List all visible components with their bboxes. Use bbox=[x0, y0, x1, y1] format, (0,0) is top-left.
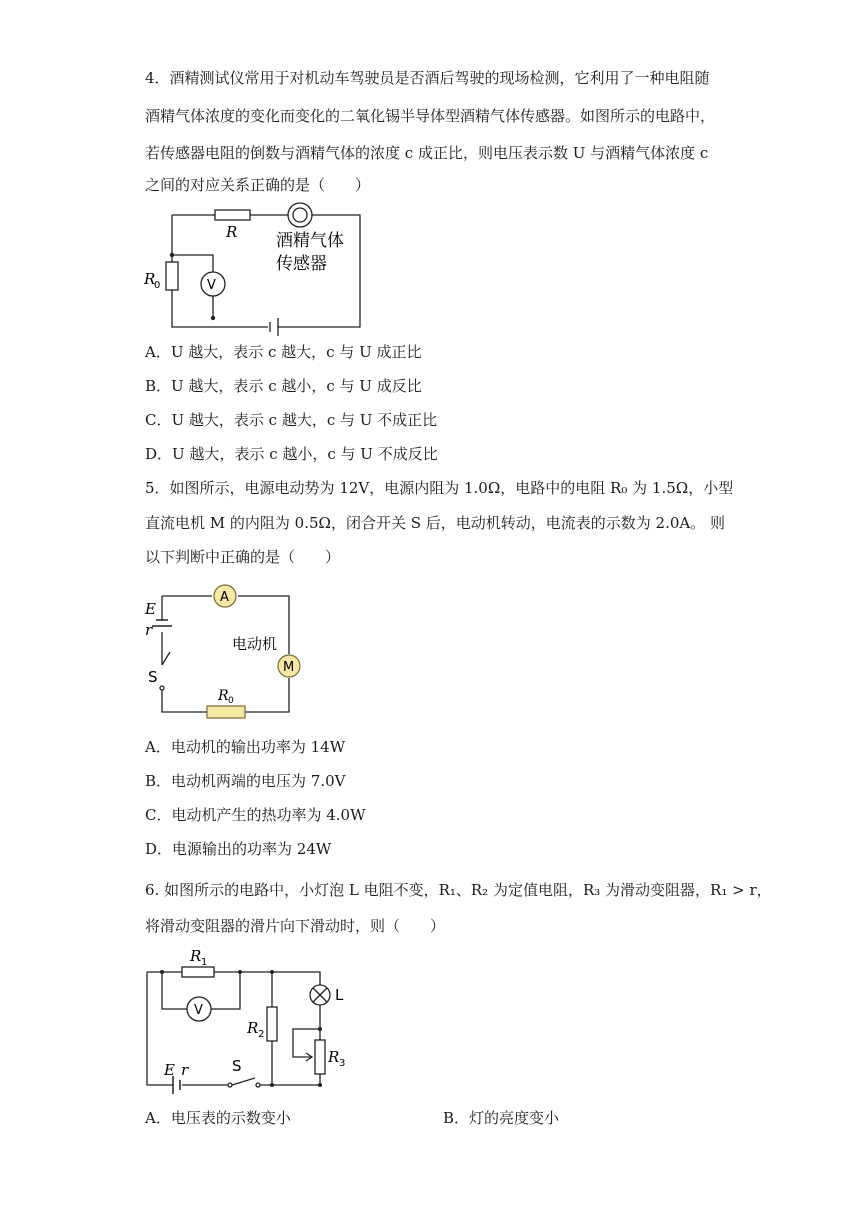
q4-label-r: R bbox=[226, 223, 238, 241]
q5-label-r: r bbox=[145, 621, 153, 639]
q6-option-b: B．灯的亮度变小 bbox=[443, 1109, 560, 1127]
q5-option-c: C．电动机产生的热功率为 4.0W bbox=[145, 806, 366, 824]
q4-sensor-line-2: 传感器 bbox=[276, 254, 327, 274]
q5-option-d: D．电源输出的功率为 24W bbox=[145, 840, 332, 858]
q5-circuit-diagram bbox=[140, 580, 310, 725]
q6-label-l: L bbox=[335, 986, 344, 1004]
q4-line-3: 若传感器电阻的倒数与酒精气体的浓度 c 成正比，则电压表示数 U 与酒精气体浓度 c bbox=[145, 144, 709, 162]
q4-option-d: D．U 越大，表示 c 越小，c 与 U 不成反比 bbox=[145, 445, 438, 463]
q4-label-r0: R bbox=[144, 270, 156, 288]
q6-label-r3: R bbox=[328, 1048, 340, 1066]
q4-circuit-diagram bbox=[140, 200, 380, 330]
q6-label-r2: R bbox=[247, 1019, 259, 1037]
q5-label-r0-sub: 0 bbox=[228, 696, 234, 706]
q4-option-c: C．U 越大，表示 c 越大，c 与 U 不成正比 bbox=[145, 411, 438, 429]
q4-line-2: 酒精气体浓度的变化而变化的二氧化锡半导体型酒精气体传感器。如图所示的电路中， bbox=[145, 107, 716, 125]
q6-label-e: E bbox=[164, 1061, 175, 1079]
q5-ammeter-label: A bbox=[220, 590, 229, 605]
q5-motor-text: 电动机 bbox=[232, 635, 278, 653]
q5-line-3: 以下判断中正确的是（ ） bbox=[145, 548, 341, 566]
q5-line-2: 直流电机 M 的内阻为 0.5Ω，闭合开关 S 后，电动机转动，电流表的示数为 2.0A。 则 bbox=[145, 514, 725, 532]
q5-option-b: B．电动机两端的电压为 7.0V bbox=[145, 772, 346, 790]
q5-line-1: 5．如图所示，电源电动势为 12V，电源内阻为 1.0Ω，电路中的电阻 R₀ 为 1.5Ω，小型 bbox=[145, 479, 734, 497]
q5-label-s: S bbox=[148, 668, 158, 686]
q6-label-r-internal: r bbox=[181, 1061, 189, 1079]
q6-circuit-diagram bbox=[140, 945, 360, 1095]
q6-voltmeter-label: V bbox=[194, 1003, 203, 1018]
q4-option-b: B．U 越大，表示 c 越小，c 与 U 成反比 bbox=[145, 377, 422, 395]
q4-line-1: 4．酒精测试仪常用于对机动车驾驶员是否酒后驾驶的现场检测，它利用了一种电阻随 bbox=[145, 69, 710, 87]
q5-label-e: E bbox=[145, 600, 156, 618]
q6-line-1: 6. 如图所示的电路中，小灯泡 L 电阻不变，R₁、R₂ 为定值电阻，R₃ 为滑动变阻器，R₁ > r， bbox=[145, 881, 772, 899]
q6-label-r2-sub: 2 bbox=[258, 1029, 265, 1040]
q4-line-4: 之间的对应关系正确的是（ ） bbox=[145, 176, 371, 194]
q4-sensor-line-1: 酒精气体 bbox=[276, 231, 344, 251]
q6-option-a: A．电压表的示数变小 bbox=[145, 1109, 291, 1127]
q6-label-r1-sub: 1 bbox=[201, 957, 208, 968]
q5-label-r0: R bbox=[218, 688, 229, 704]
q6-label-r3-sub: 3 bbox=[339, 1058, 346, 1069]
q5-motor-label: M bbox=[283, 660, 295, 675]
q6-label-r1: R bbox=[190, 947, 202, 965]
q6-line-2: 将滑动变阻器的滑片向下滑动时，则（ ） bbox=[145, 917, 446, 935]
q6-label-s: S bbox=[232, 1057, 242, 1075]
q4-option-a: A．U 越大，表示 c 越大，c 与 U 成正比 bbox=[145, 343, 422, 361]
q4-label-r0-sub: 0 bbox=[154, 280, 161, 291]
q5-option-a: A．电动机的输出功率为 14W bbox=[145, 738, 346, 756]
q4-voltmeter-label: V bbox=[207, 278, 216, 293]
